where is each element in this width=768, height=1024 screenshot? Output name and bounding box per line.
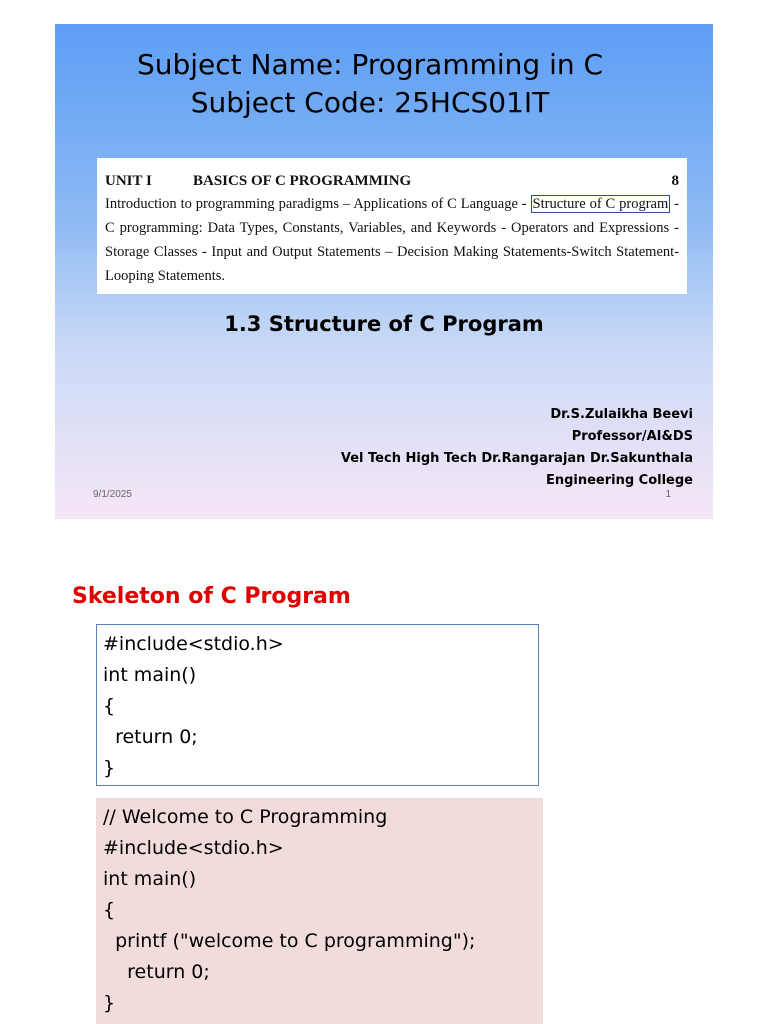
code-line: } — [103, 992, 116, 1014]
college-line-2: Engineering College — [545, 473, 693, 488]
unit-label: UNIT I — [105, 173, 152, 189]
code-block-skeleton — [96, 624, 539, 786]
college-line-1: Vel Tech High Tech Dr.Rangarajan Dr.Sakunthala — [340, 451, 693, 466]
slide-page-number: 1 — [665, 489, 671, 500]
code-line: } — [103, 757, 116, 779]
code-block-welcome — [96, 798, 543, 1024]
highlighted-topic: Structure of C program — [532, 196, 669, 212]
unit-desc-before: Introduction to programming paradigms – Applications of C Language - — [105, 196, 531, 212]
code-line: int main() — [103, 664, 197, 686]
author-block — [341, 404, 693, 492]
slide-title — [55, 46, 685, 122]
section-heading: 1.3 Structure of C Program — [224, 312, 544, 336]
code-line: { — [103, 899, 116, 921]
unit-name: BASICS OF C PROGRAMMING — [193, 173, 412, 189]
unit-description — [105, 192, 679, 288]
code-line: #include<stdio.h> — [103, 633, 284, 655]
unit-hours: 8 — [671, 173, 679, 189]
syllabus-excerpt — [97, 158, 687, 294]
unit-desc-after: - C programming: Data Types, Constants, Variables, and Keywords - Operators and Expressions - Storage Classes - Input and Output Statements – Decision Making Statements-Switch Statement- Looping Statements. — [105, 196, 679, 284]
title-slide — [55, 24, 713, 519]
subject-name: Subject Name: Programming in C — [136, 48, 604, 81]
skeleton-heading: Skeleton of C Program — [72, 584, 351, 609]
code-line: printf ("welcome to C programming"); — [103, 930, 476, 952]
unit-header — [105, 170, 679, 192]
code-line: return 0; — [103, 961, 210, 983]
author-role: Professor/AI&DS — [571, 429, 693, 444]
author-name: Dr.S.Zulaikha Beevi — [550, 407, 693, 422]
code-line: int main() — [103, 868, 197, 890]
code-line: return 0; — [103, 726, 198, 748]
code-line: // Welcome to C Programming — [103, 806, 388, 828]
code-line: { — [103, 695, 116, 717]
code-line: #include<stdio.h> — [103, 837, 284, 859]
slide-date: 9/1/2025 — [93, 489, 132, 500]
subject-code: Subject Code: 25HCS01IT — [190, 86, 550, 119]
